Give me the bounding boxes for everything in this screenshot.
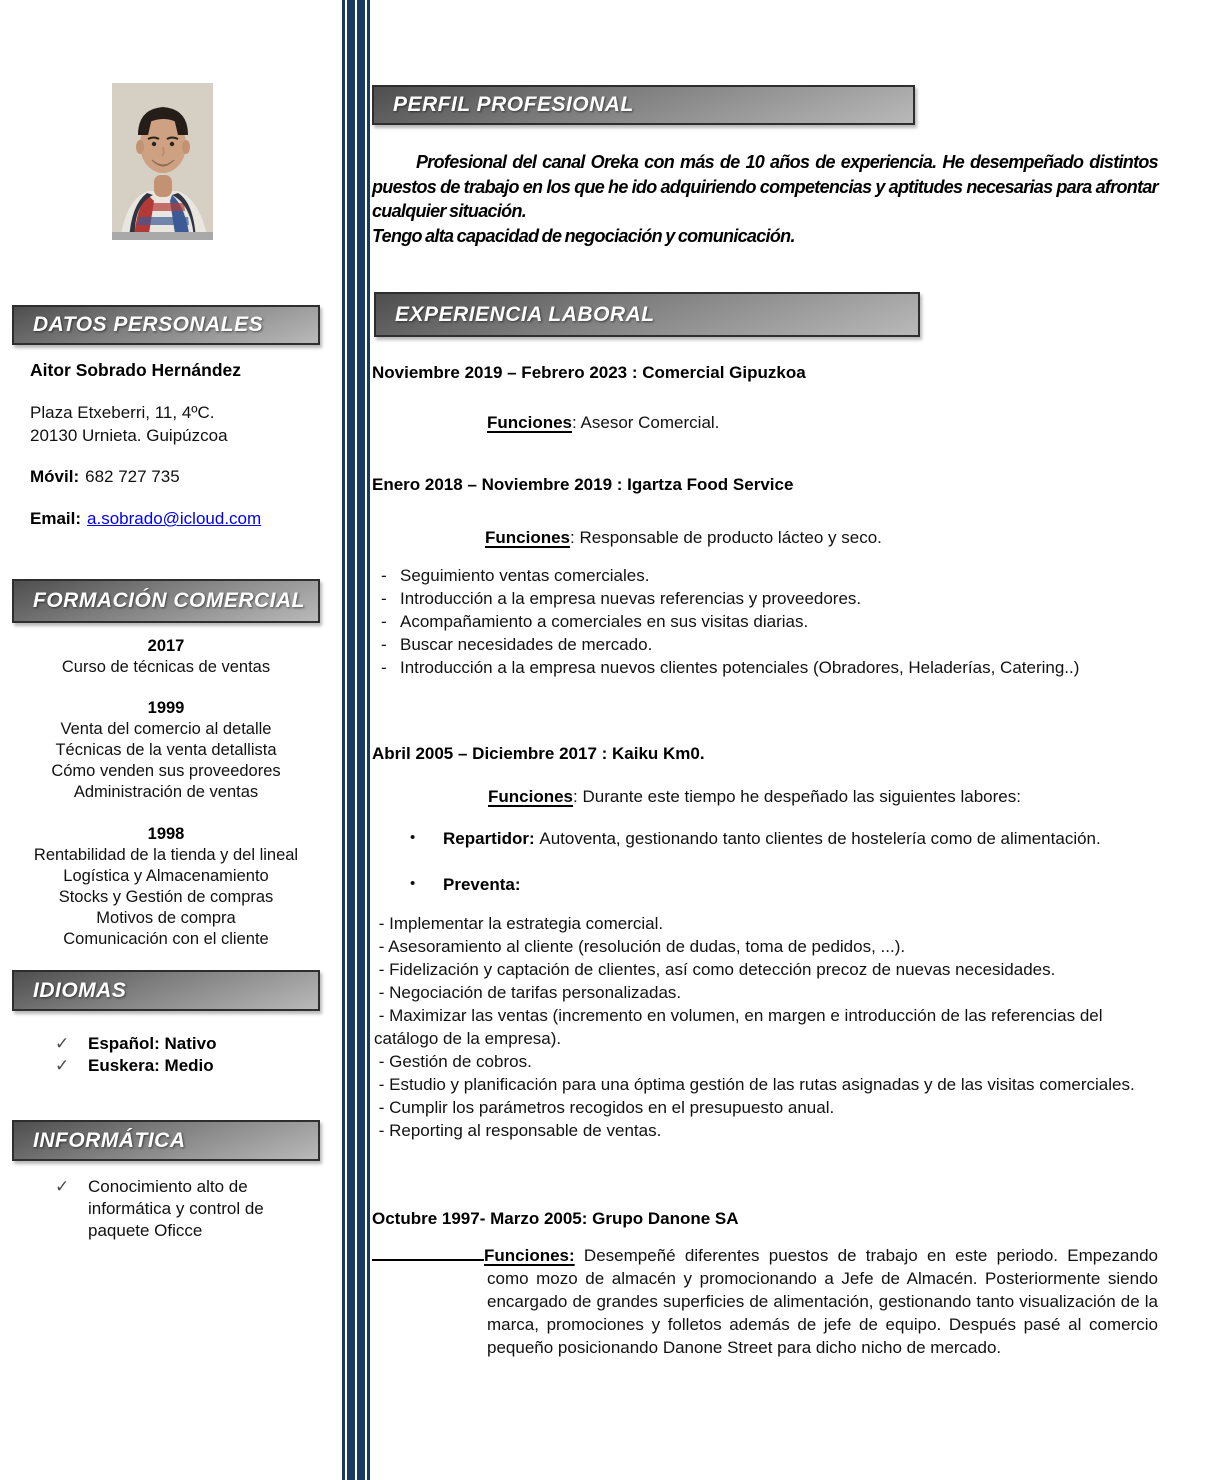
role-label: Preventa: xyxy=(443,875,521,894)
list-item-text: Acompañamiento a comerciales en sus visitas diarias. xyxy=(400,612,809,631)
list-item xyxy=(381,610,1158,633)
formacion-group-2017 xyxy=(12,636,320,678)
section-header-formacion-comercial xyxy=(12,579,320,623)
email-line xyxy=(30,509,261,529)
formacion-item: Rentabilidad de la tienda y del lineal xyxy=(33,846,299,864)
job-title: Abril 2005 – Diciembre 2017 : Kaiku Km0. xyxy=(372,744,705,763)
informatica-text: Conocimiento alto de informática y control de paquete Oficce xyxy=(88,1177,264,1240)
check-icon: ✓ xyxy=(55,1177,70,1197)
vertical-divider xyxy=(342,0,370,1480)
formacion-year: 1998 xyxy=(147,825,185,843)
section-header-perfil-profesional xyxy=(372,85,915,125)
dash-bullet: - xyxy=(381,589,387,608)
section-header-experiencia-laboral xyxy=(374,292,920,337)
informatica-item xyxy=(55,1176,293,1242)
funciones-text: : Asesor Comercial. xyxy=(572,413,720,432)
list-item xyxy=(381,656,1158,679)
check-icon: ✓ xyxy=(55,1034,70,1054)
job-funciones-line xyxy=(485,528,882,548)
funciones-text: : Durante este tiempo he despeñado las siguientes labores: xyxy=(573,787,1021,806)
list-item-text: Introducción a la empresa nuevos clientes potenciales (Obradores, Heladerías, Catering..) xyxy=(400,658,1080,677)
formacion-item: Curso de técnicas de ventas xyxy=(61,658,271,676)
section-header-idiomas xyxy=(12,970,320,1011)
task-item: - Fidelización y captación de clientes, así como detección precoz de nuevas necesidades. xyxy=(374,960,1056,979)
task-item: - Reporting al responsable de ventas. xyxy=(374,1121,662,1140)
funciones-text: Desempeñé diferentes puestos de trabajo en este periodo. Empezando como mozo de almacén y promocionando a Jefe de Almacén. Posteriormente siendo encargado de grandes superficies de alimentación, gestionando tanto visualización de la marca, promociones y folletos además de jefe de equipo. Después pasé al comercio pequeño posicionando Danone Street para dicho nicho de mercado. xyxy=(487,1246,1163,1357)
list-item-text: Buscar necesidades de mercado. xyxy=(400,635,653,654)
task-item: - Maximizar las ventas (incremento en volumen, en margen e introducción de las referencias del catálogo de la empresa). xyxy=(374,1006,1112,1048)
section-header-datos-personales xyxy=(12,305,320,345)
formacion-year: 2017 xyxy=(147,637,185,655)
address-block xyxy=(30,401,228,447)
formacion-group-1999 xyxy=(12,698,320,803)
perfil-paragraph: Profesional del canal Oreka con más de 10 años de experiencia. He desempeñado distintos puestos de trabajo en los que he ido adquiriendo competencias y aptitudes necesarias para afrontar cualquier situación. xyxy=(372,152,1158,221)
address-line: Plaza Etxeberri, 11, 4ºC. xyxy=(30,403,215,422)
round-bullet: • xyxy=(410,829,416,846)
section-header-label: IDIOMAS xyxy=(33,978,127,1002)
list-item-text: Seguimiento ventas comerciales. xyxy=(400,566,650,585)
email-link[interactable]: a.sobrado@icloud.com xyxy=(87,509,262,528)
funciones-label: Funciones xyxy=(488,787,574,806)
phone-value: 682 727 735 xyxy=(85,467,180,486)
task-item: - Cumplir los parámetros recogidos en el presupuesto anual. xyxy=(374,1098,835,1117)
list-item-text: Introducción a la empresa nuevas referencias y proveedores. xyxy=(400,589,862,608)
list-item xyxy=(381,633,1158,656)
dash-bullet: - xyxy=(381,635,387,654)
tab-leader-line xyxy=(372,1257,484,1261)
section-header-label: DATOS PERSONALES xyxy=(33,313,264,336)
dash-bullet: - xyxy=(381,612,387,631)
profile-photo xyxy=(112,83,213,240)
perfil-paragraph: Tengo alta capacidad de negociación y comunicación. xyxy=(372,225,795,246)
role-text: Autoventa, gestionando tanto clientes de hostelería como de alimentación. xyxy=(534,829,1101,848)
perfil-text xyxy=(372,150,1158,248)
formacion-item: Stocks y Gestión de compras xyxy=(58,888,274,906)
job-title: Enero 2018 – Noviembre 2019 : Igartza Food Service xyxy=(372,475,794,494)
formacion-group-1998 xyxy=(12,824,320,950)
round-bullet: • xyxy=(410,875,416,892)
formacion-item: Administración de ventas xyxy=(73,783,259,801)
sidebar xyxy=(0,0,342,1480)
check-icon: ✓ xyxy=(55,1056,70,1076)
job-title: Noviembre 2019 – Febrero 2023 : Comercial Gipuzkoa xyxy=(372,363,806,382)
task-item: - Asesoramiento al cliente (resolución de dudas, toma de pedidos, ...). xyxy=(374,937,906,956)
funciones-label: Funciones xyxy=(485,528,571,547)
funciones-label: Funciones: xyxy=(484,1246,575,1265)
role-label: Repartidor: xyxy=(443,829,535,848)
profile-photo-illustration xyxy=(112,83,213,240)
task-item: - Negociación de tarifas personalizadas. xyxy=(374,983,682,1002)
section-header-label: PERFIL PROFESIONAL xyxy=(393,93,634,116)
list-item xyxy=(381,587,1158,610)
job-funciones-line xyxy=(488,787,1021,807)
address-line: 20130 Urnieta. Guipúzcoa xyxy=(30,426,228,445)
formacion-year: 1999 xyxy=(147,699,185,717)
formacion-item: Técnicas de la venta detallista xyxy=(55,741,277,759)
job-funciones-paragraph xyxy=(372,1244,1163,1359)
formacion-item: Logística y Almacenamiento xyxy=(63,867,269,885)
list-item xyxy=(381,564,1158,587)
section-header-informatica xyxy=(12,1120,320,1161)
task-item: - Gestión de cobros. xyxy=(374,1052,532,1071)
formacion-item: Comunicación con el cliente xyxy=(63,930,269,948)
main-column xyxy=(372,0,1163,1480)
section-header-label: INFORMÁTICA xyxy=(33,1128,186,1152)
formacion-item: Venta del comercio al detalle xyxy=(60,720,272,738)
funciones-label: Funciones xyxy=(487,413,573,432)
idioma-item xyxy=(55,1055,214,1077)
email-label: Email: xyxy=(30,509,82,528)
role-item xyxy=(410,875,520,895)
person-name: Aitor Sobrado Hernández xyxy=(30,360,241,380)
phone-label: Móvil: xyxy=(30,467,80,486)
idioma-label: Español: Nativo xyxy=(88,1034,217,1053)
funciones-text: : Responsable de producto lácteo y seco. xyxy=(570,528,882,547)
formacion-item: Motivos de compra xyxy=(96,909,236,927)
formacion-item: Cómo venden sus proveedores xyxy=(51,762,281,780)
phone-line xyxy=(30,467,180,487)
job-task-list xyxy=(374,912,1158,1142)
task-item: - Implementar la estrategia comercial. xyxy=(374,914,664,933)
section-header-label: EXPERIENCIA LABORAL xyxy=(395,302,655,326)
dash-bullet: - xyxy=(381,658,387,677)
idioma-label: Euskera: Medio xyxy=(88,1056,214,1075)
idioma-item xyxy=(55,1033,216,1055)
section-header-label: FORMACIÓN COMERCIAL xyxy=(33,589,305,612)
task-item: - Estudio y planificación para una óptima gestión de las rutas asignadas y de las visitas comerciales. xyxy=(374,1075,1135,1094)
job-funciones-line xyxy=(487,413,719,433)
role-item xyxy=(410,829,1101,849)
job-title: Octubre 1997- Marzo 2005: Grupo Danone SA xyxy=(372,1209,739,1228)
dash-bullet: - xyxy=(381,566,387,585)
job-bullet-list xyxy=(381,564,1158,679)
